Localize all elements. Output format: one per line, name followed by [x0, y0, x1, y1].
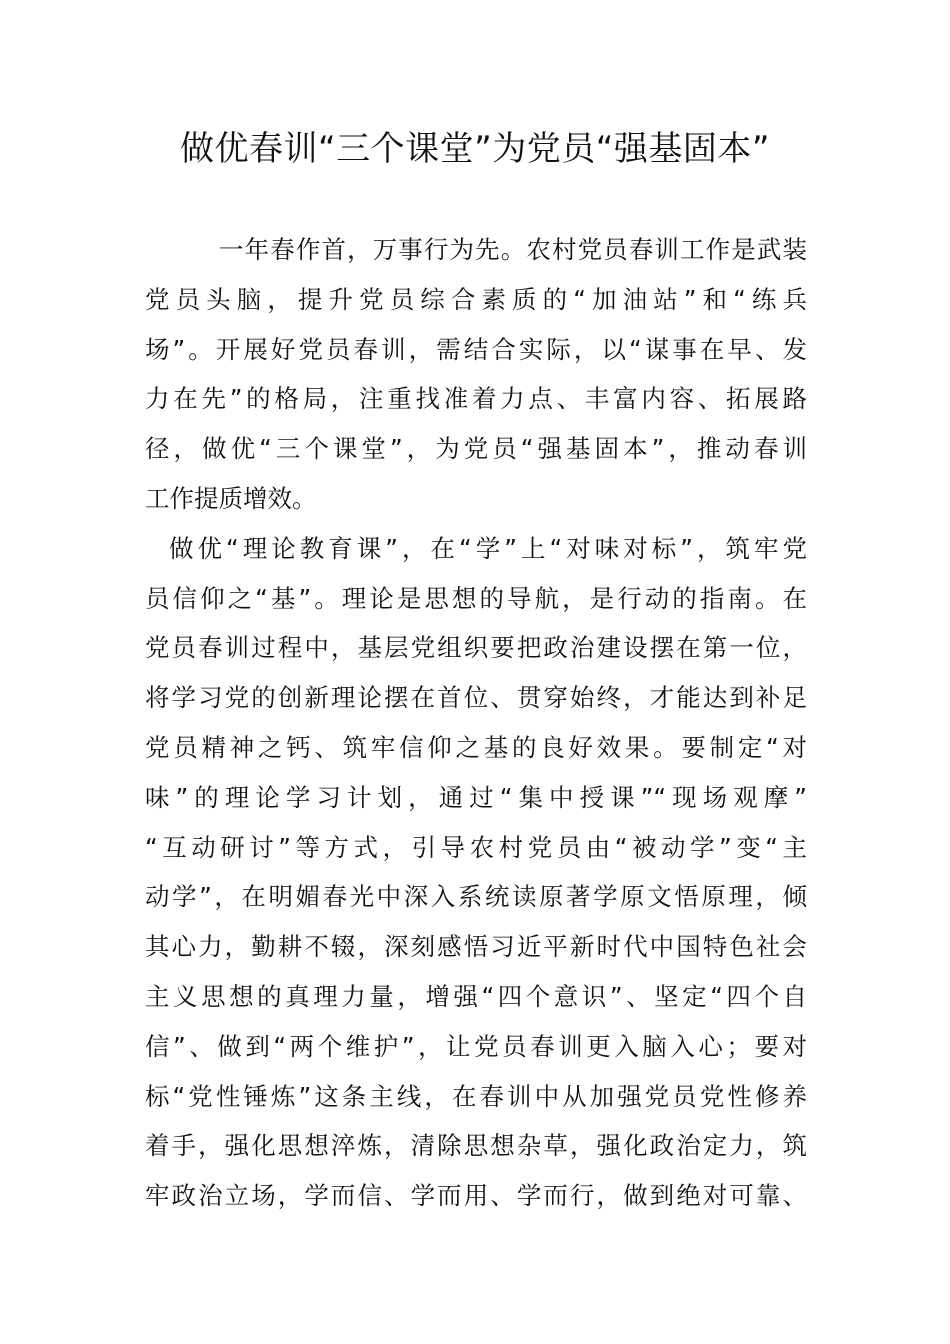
text-line: 主义思想的真理力量，增强“四个意识”、坚定“四个自	[145, 981, 807, 1011]
text-line: 将学习党的创新理论摆在首位、贯穿始终，才能达到补足	[145, 683, 807, 713]
text-line: 力在先”的格局，注重找准着力点、丰富内容、拓展路	[145, 384, 807, 414]
document-title: 做优春训“三个课堂”为党员“强基固本”	[180, 129, 770, 169]
text-line: 牢政治立场，学而信、学而用、学而行，做到绝对可靠、	[145, 1181, 807, 1211]
text-line: 党员头脑，提升党员综合素质的“加油站”和“练兵	[145, 284, 807, 314]
text-line: 场”。开展好党员春训，需结合实际，以“谋事在早、发	[145, 334, 807, 364]
text-line: 一年春作首，万事行为先。农村党员春训工作是武装	[219, 235, 807, 264]
text-line: 做优“理论教育课”，在“学”上“对味对标”，筑牢党	[169, 533, 807, 563]
text-line: 径，做优“三个课堂”，为党员“强基固本”，推动春训	[145, 434, 807, 464]
text-line: 着手，强化思想淬炼，清除思想杂草，强化政治定力，筑	[145, 1131, 807, 1161]
text-line: 味”的理论学习计划，通过“集中授课”“现场观摩”	[145, 782, 807, 812]
text-line: 其心力，勤耕不辍，深刻感悟习近平新时代中国特色社会	[145, 932, 807, 962]
document-body	[145, 225, 807, 1221]
text-line: 员信仰之“基”。理论是思想的导航，是行动的指南。在	[145, 583, 807, 613]
text-line: 党员春训过程中，基层党组织要把政治建设摆在第一位，	[145, 633, 807, 663]
text-line: “互动研讨”等方式，引导农村党员由“被动学”变“主	[145, 832, 807, 862]
text-line: 信”、做到“两个维护”，让党员春训更入脑入心；要对	[145, 1031, 807, 1061]
text-line: 工作提质增效。	[145, 483, 317, 513]
text-line: 动学”，在明媚春光中深入系统读原著学原文悟原理，倾	[145, 882, 807, 912]
text-line: 标“党性锤炼”这条主线，在春训中从加强党员党性修养	[145, 1081, 807, 1111]
text-line: 党员精神之钙、筑牢信仰之基的良好效果。要制定“对	[145, 732, 807, 762]
